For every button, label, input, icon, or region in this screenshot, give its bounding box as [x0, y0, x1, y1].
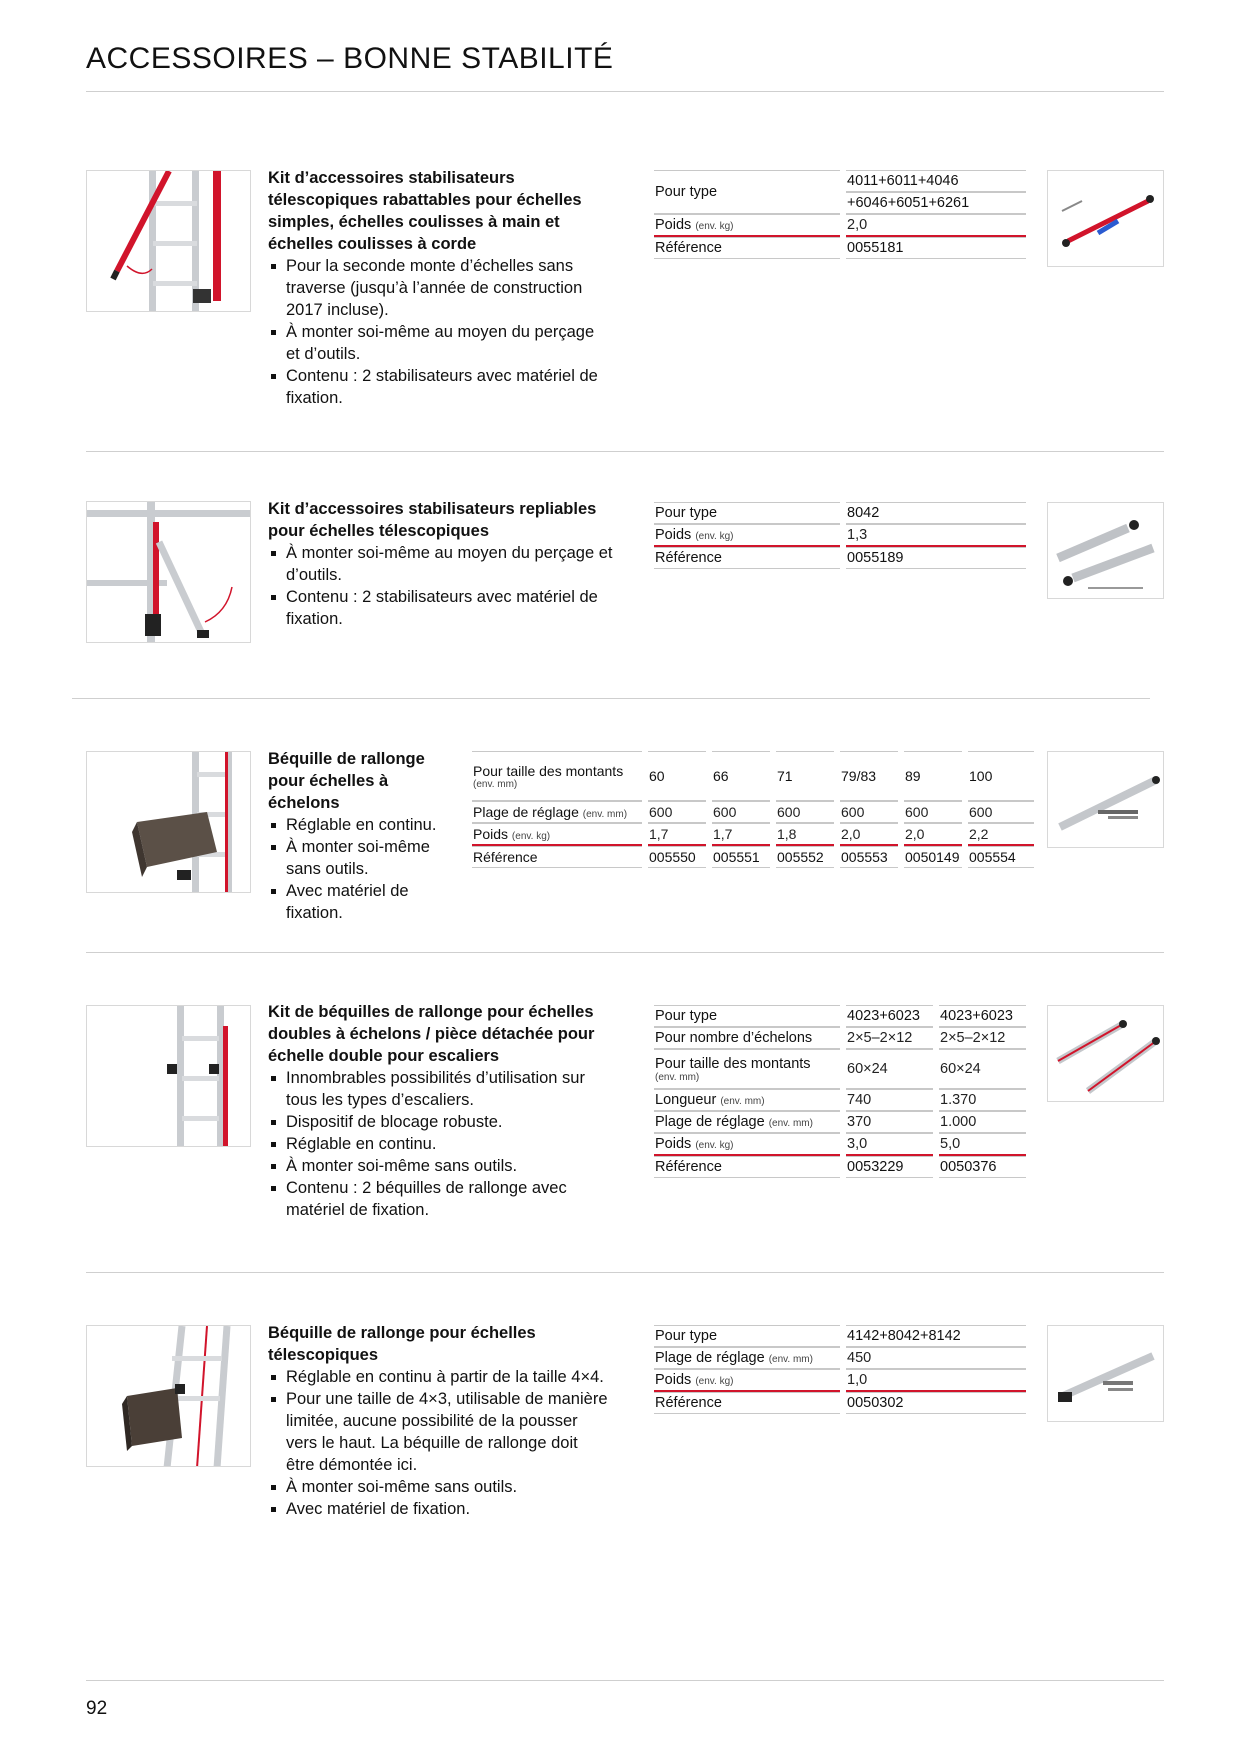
- header-divider: [86, 91, 1164, 92]
- spec-label: Poids (env. kg): [654, 524, 840, 547]
- spec-value: +6046+6051+6261: [846, 192, 1026, 214]
- section-divider: [72, 698, 1150, 699]
- footer-divider: [86, 1680, 1164, 1681]
- spec-value: 600: [840, 801, 898, 823]
- list-item: Avec matériel de fixation.: [268, 880, 458, 924]
- product-5-description: [268, 1322, 608, 1520]
- table-row: [654, 1049, 1026, 1089]
- spec-value: 005554: [968, 846, 1034, 868]
- spec-value: 0053229: [846, 1156, 933, 1178]
- table-row: [654, 1133, 1026, 1156]
- spec-label: Référence: [654, 1156, 840, 1178]
- product-5-accessory-photo: [1047, 1325, 1164, 1422]
- spec-value: 71: [776, 751, 834, 801]
- spec-value: 0055181: [846, 237, 1026, 259]
- product-1-title: Kit d’accessoires stabilisateurs télescopiques rabattables pour échelles simples, échelles coulisses à main et échelles coulisses à corde: [268, 169, 582, 253]
- product-2-accessory-photo: [1047, 502, 1164, 599]
- spec-value: 89: [904, 751, 962, 801]
- table-row: [472, 751, 1034, 801]
- spec-value: 005550: [648, 846, 706, 868]
- list-item: Réglable en continu.: [268, 814, 458, 836]
- spec-value: 600: [712, 801, 770, 823]
- table-row: [654, 502, 1026, 524]
- spec-label: Plage de réglage (env. mm): [654, 1347, 840, 1369]
- spec-value: 60×24: [846, 1049, 933, 1089]
- list-item: Innombrables possibilités d’utilisation sur tous les types d’escaliers.: [268, 1067, 608, 1111]
- spec-label: Pour nombre d’échelons: [654, 1027, 840, 1049]
- spec-value: 600: [968, 801, 1034, 823]
- spec-label: Poids (env. kg): [654, 1369, 840, 1392]
- spec-value: 0050302: [846, 1392, 1026, 1414]
- spec-label: Référence: [654, 1392, 840, 1414]
- spec-label: Référence: [654, 547, 840, 569]
- product-3-accessory-photo: [1047, 751, 1164, 848]
- table-row: [472, 801, 1034, 823]
- product-4-accessory-photo: [1047, 1005, 1164, 1102]
- product-2-title: Kit d’accessoires stabilisateurs repliables pour échelles télescopiques: [268, 500, 597, 540]
- table-row: [472, 846, 1034, 868]
- product-4-spec-table: [654, 1005, 1026, 1178]
- spec-label: Référence: [472, 846, 642, 868]
- spec-value: 005552: [776, 846, 834, 868]
- table-row: [472, 823, 1034, 846]
- table-row: [654, 524, 1026, 547]
- spec-value: 2×5–2×12: [939, 1027, 1026, 1049]
- table-row: [654, 1392, 1026, 1414]
- list-item: Contenu : 2 stabilisateurs avec matériel de fixation.: [268, 586, 628, 630]
- spec-value: 4142+8042+8142: [846, 1325, 1026, 1347]
- spec-value: 0055189: [846, 547, 1026, 569]
- spec-value: 3,0: [846, 1133, 933, 1156]
- product-1-description: [268, 167, 608, 409]
- table-row: [654, 1369, 1026, 1392]
- list-item: À monter soi-même sans outils.: [268, 1155, 608, 1177]
- spec-label: Plage de réglage (env. mm): [654, 1111, 840, 1133]
- product-2-description: [268, 498, 628, 630]
- spec-value: 0050376: [939, 1156, 1026, 1178]
- spec-value: 1,8: [776, 823, 834, 846]
- list-item: Contenu : 2 béquilles de rallonge avec matériel de fixation.: [268, 1177, 608, 1221]
- table-row: [654, 1347, 1026, 1369]
- product-4-description: [268, 1001, 608, 1221]
- spec-value: 600: [904, 801, 962, 823]
- product-1-accessory-photo: [1047, 170, 1164, 267]
- list-item: Contenu : 2 stabilisateurs avec matériel de fixation.: [268, 365, 608, 409]
- product-5-spec-table: [654, 1325, 1026, 1414]
- product-4-photo: [86, 1005, 251, 1147]
- table-row: [654, 1111, 1026, 1133]
- spec-value: 005551: [712, 846, 770, 868]
- spec-value: 1.000: [939, 1111, 1026, 1133]
- spec-value: 2×5–2×12: [846, 1027, 933, 1049]
- spec-value: 4023+6023: [846, 1005, 933, 1027]
- product-3-title: Béquille de rallonge pour échelles à échelons: [268, 750, 425, 812]
- spec-value: 5,0: [939, 1133, 1026, 1156]
- spec-label: Pour taille des montants (env. mm): [472, 751, 642, 801]
- spec-value: 66: [712, 751, 770, 801]
- spec-label: Poids (env. kg): [654, 1133, 840, 1156]
- table-row: [654, 237, 1026, 259]
- product-1-bullets: [268, 255, 608, 409]
- spec-value: 600: [648, 801, 706, 823]
- spec-value: 450: [846, 1347, 1026, 1369]
- product-3-spec-table: [472, 751, 1034, 868]
- list-item: Réglable en continu à partir de la taille 4×4.: [268, 1366, 608, 1388]
- section-divider: [86, 1272, 1164, 1273]
- spec-label: Plage de réglage (env. mm): [472, 801, 642, 823]
- page-number: 92: [86, 1698, 108, 1719]
- table-row: [654, 214, 1026, 237]
- page-title: ACCESSOIRES – BONNE STABILITÉ: [86, 42, 614, 75]
- product-3-description: [268, 748, 458, 924]
- list-item: Pour une taille de 4×3, utilisable de manière limitée, aucune possibilité de la pousser vers le haut. La béquille de rallonge doit être démontée ici.: [268, 1388, 608, 1476]
- spec-value: 60: [648, 751, 706, 801]
- spec-value: 4011+6011+4046: [846, 170, 1026, 192]
- spec-label: Pour type: [654, 1005, 840, 1027]
- spec-value: 740: [846, 1089, 933, 1111]
- product-5-photo: [86, 1325, 251, 1467]
- spec-value: 8042: [846, 502, 1026, 524]
- spec-label: Poids (env. kg): [654, 214, 840, 237]
- product-5-title: Béquille de rallonge pour échelles télescopiques: [268, 1324, 536, 1364]
- spec-value: 60×24: [939, 1049, 1026, 1089]
- section-divider: [86, 952, 1164, 953]
- table-row: [654, 170, 1026, 192]
- spec-value: 1,7: [648, 823, 706, 846]
- spec-value: 2,2: [968, 823, 1034, 846]
- spec-label: Pour type: [654, 502, 840, 524]
- list-item: Dispositif de blocage robuste.: [268, 1111, 608, 1133]
- spec-value: 2,0: [904, 823, 962, 846]
- table-row: [654, 1027, 1026, 1049]
- spec-value: 79/83: [840, 751, 898, 801]
- table-row: [654, 547, 1026, 569]
- spec-value: 2,0: [840, 823, 898, 846]
- list-item: Pour la seconde monte d’échelles sans traverse (jusqu’à l’année de construction 2017 incluse).: [268, 255, 608, 321]
- spec-value: 1,0: [846, 1369, 1026, 1392]
- spec-value: 1.370: [939, 1089, 1026, 1111]
- spec-label: Pour type: [654, 1325, 840, 1347]
- table-row: [654, 1005, 1026, 1027]
- table-row: [654, 1156, 1026, 1178]
- product-4-bullets: [268, 1067, 608, 1221]
- list-item: À monter soi-même sans outils.: [268, 836, 458, 880]
- spec-label: Longueur (env. mm): [654, 1089, 840, 1111]
- spec-value: 100: [968, 751, 1034, 801]
- product-3-photo: [86, 751, 251, 893]
- product-2-spec-table: [654, 502, 1026, 569]
- product-2-bullets: [268, 542, 628, 630]
- spec-value: 005553: [840, 846, 898, 868]
- spec-value: 4023+6023: [939, 1005, 1026, 1027]
- spec-label: Pour taille des montants (env. mm): [654, 1049, 840, 1089]
- product-4-title: Kit de béquilles de rallonge pour échelles doubles à échelons / pièce détachée pour échelle double pour escaliers: [268, 1003, 595, 1065]
- table-row: [654, 1325, 1026, 1347]
- list-item: À monter soi-même au moyen du perçage et d’outils.: [268, 321, 608, 365]
- spec-value: 1,7: [712, 823, 770, 846]
- list-item: Réglable en continu.: [268, 1133, 608, 1155]
- list-item: Avec matériel de fixation.: [268, 1498, 608, 1520]
- spec-value: 600: [776, 801, 834, 823]
- section-divider: [86, 451, 1164, 452]
- list-item: À monter soi-même sans outils.: [268, 1476, 608, 1498]
- spec-label: Poids (env. kg): [472, 823, 642, 846]
- spec-value: 0050149: [904, 846, 962, 868]
- product-1-spec-table: [654, 170, 1026, 259]
- product-5-bullets: [268, 1366, 608, 1520]
- spec-label: Pour type: [654, 170, 840, 214]
- product-2-photo: [86, 501, 251, 643]
- spec-label: Référence: [654, 237, 840, 259]
- product-3-bullets: [268, 814, 458, 924]
- list-item: À monter soi-même au moyen du perçage et d’outils.: [268, 542, 628, 586]
- table-row: [654, 1089, 1026, 1111]
- spec-value: 370: [846, 1111, 933, 1133]
- spec-value: 2,0: [846, 214, 1026, 237]
- product-1-photo: [86, 170, 251, 312]
- spec-value: 1,3: [846, 524, 1026, 547]
